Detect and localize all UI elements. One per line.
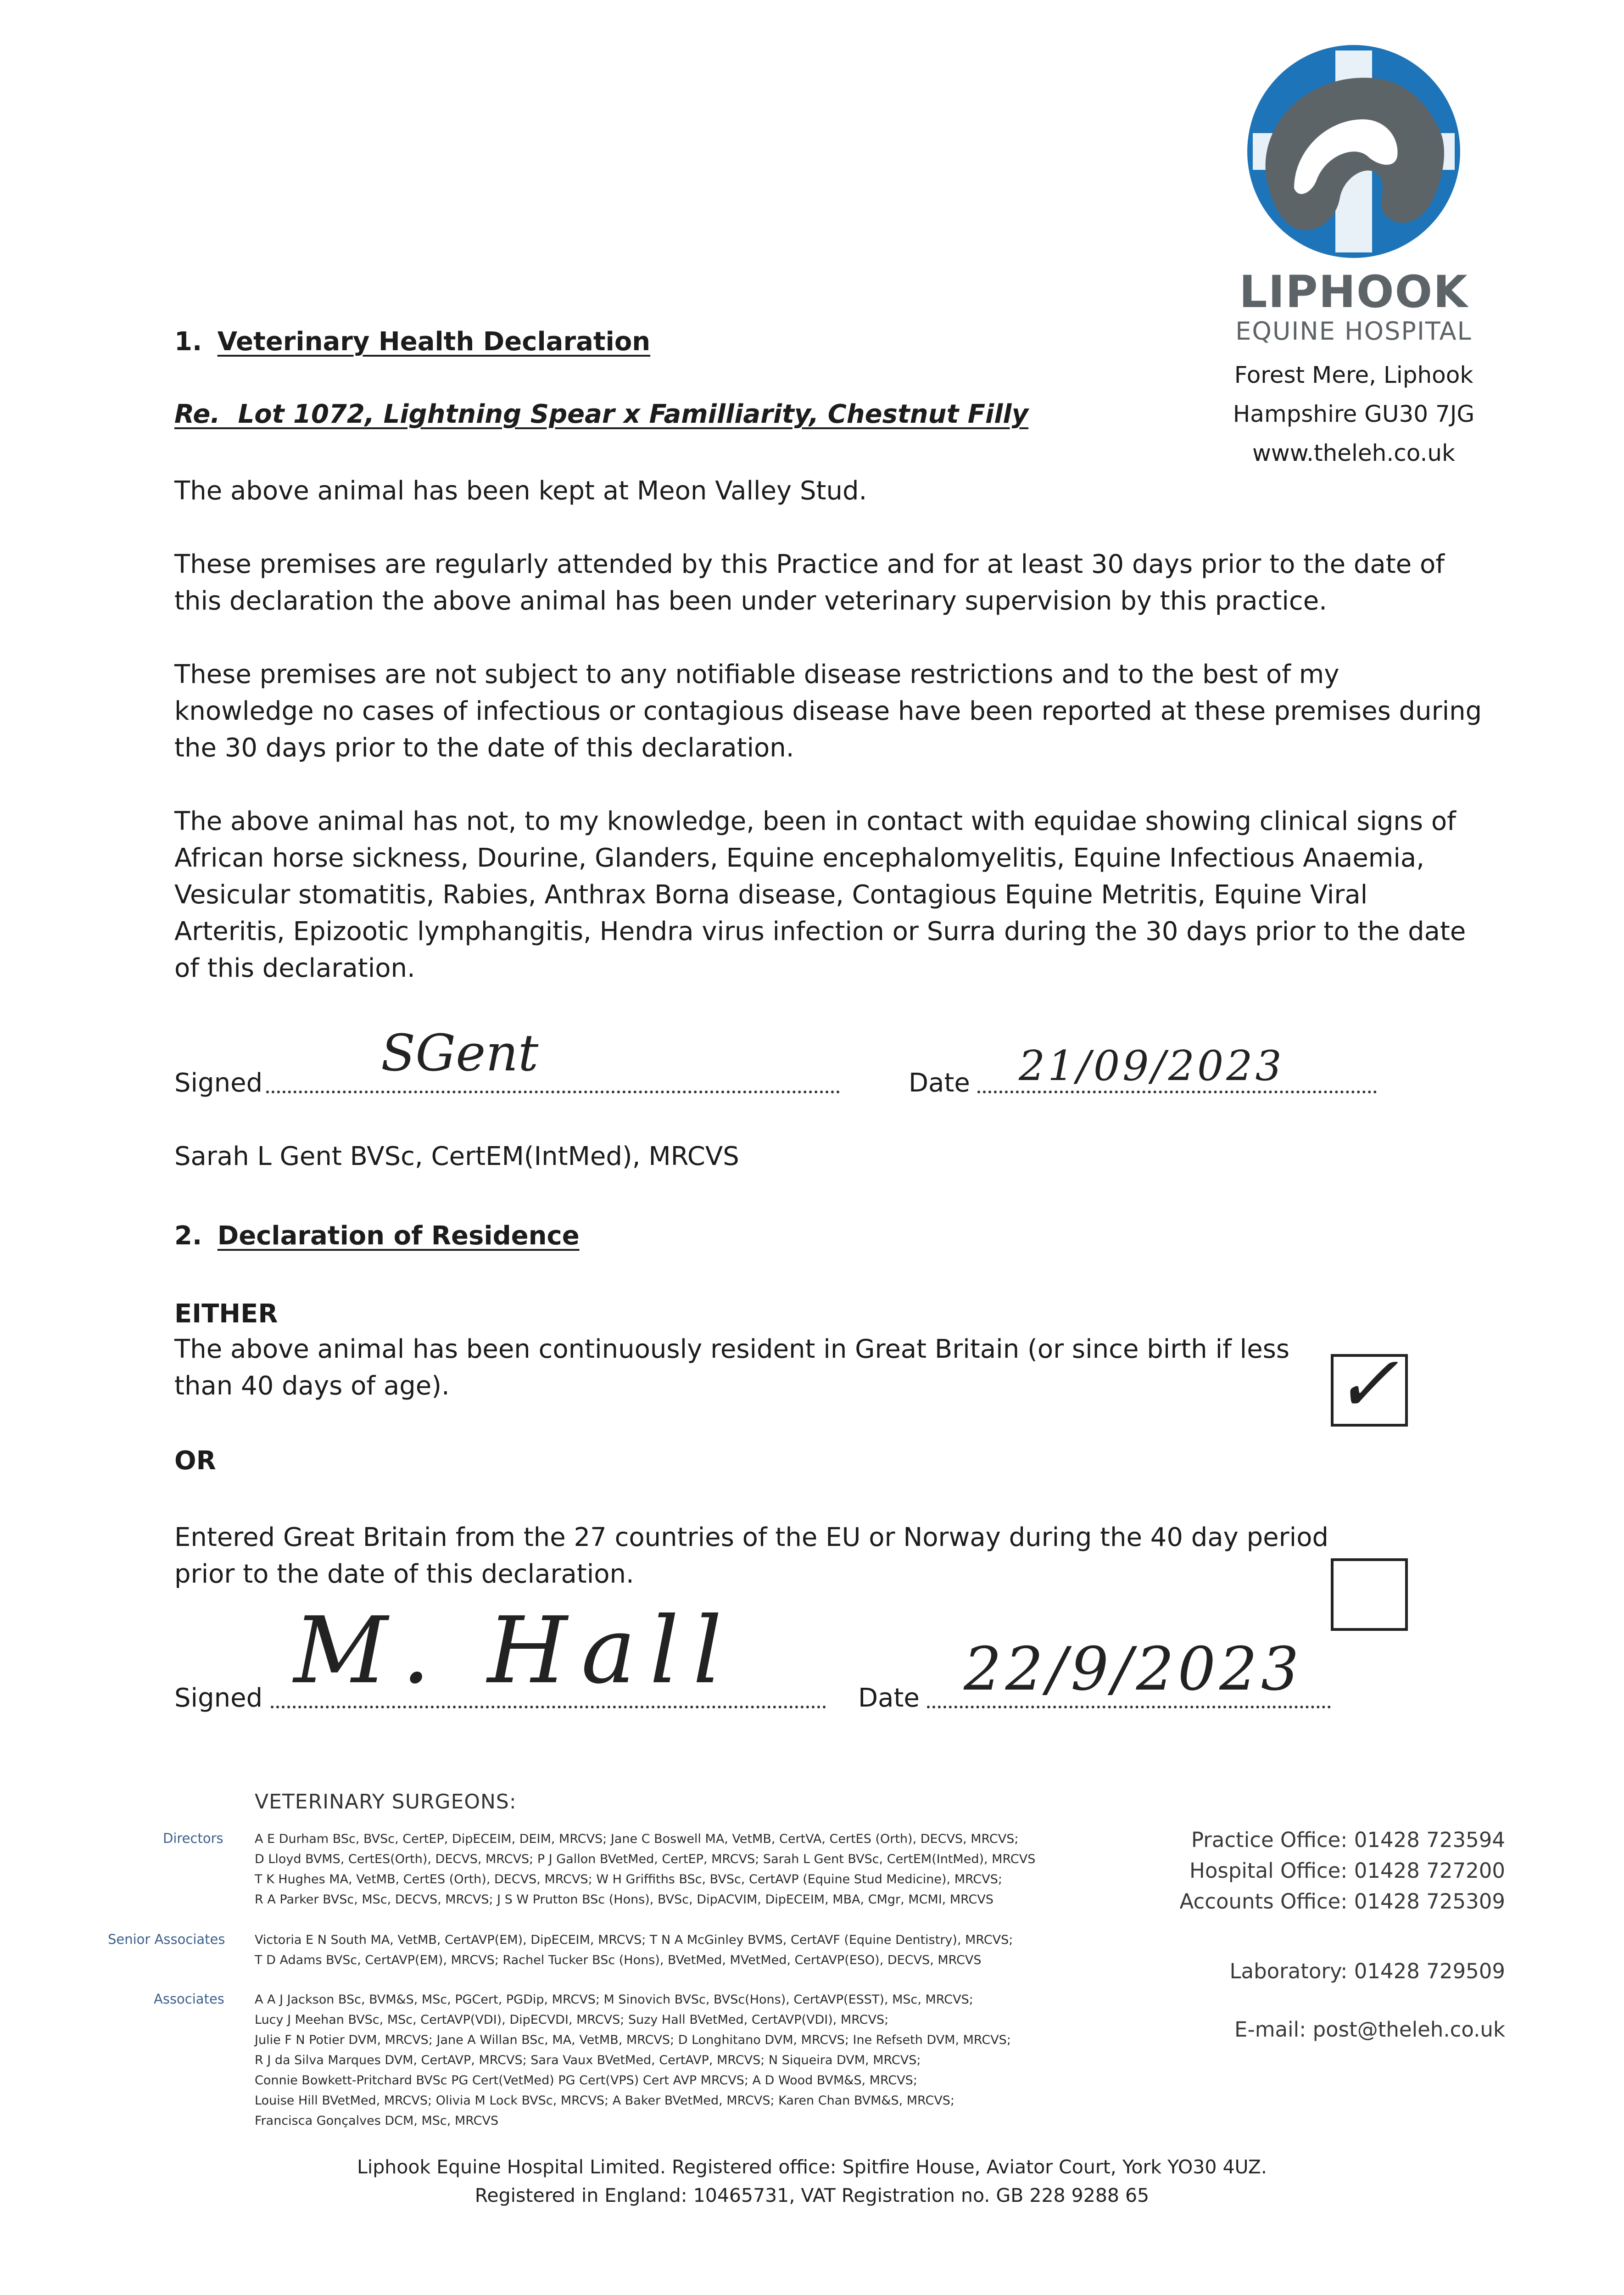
signature-line-2 bbox=[271, 1706, 826, 1708]
hospital-phone: Hospital Office: 01428 727200 bbox=[1189, 1858, 1505, 1883]
company-registration bbox=[0, 2153, 1624, 2210]
section2-number: 2. bbox=[174, 1221, 202, 1251]
logo-name: LIPHOOK bbox=[1239, 266, 1468, 318]
list-item: Julie F N Potier DVM, MRCVS; Jane A Willan BSc, MA, VetMB, MRCVS; D Longhitano DVM, MRCVS; Ine Refseth DVM, MRCVS; bbox=[255, 2033, 1011, 2047]
list-item: A A J Jackson BSc, BVM&S, MSc, PGCert, PGDip, MRCVS; M Sinovich BVSc, BVSc(Hons), CertAVP(ESST), MSc, MRCVS; bbox=[255, 1993, 973, 2007]
list-item: T D Adams BVSc, CertAVP(EM), MRCVS; Rachel Tucker BSc (Hons), BVetMed, MVetMed, CertAVP(ESO), DECVS, MRCVS bbox=[255, 1953, 982, 1967]
kept-at-paragraph: The above animal has been kept at Meon Valley Stud. bbox=[174, 476, 867, 506]
section1-title: Veterinary Health Declaration bbox=[217, 327, 651, 357]
horse-cross-logo-icon bbox=[1239, 41, 1468, 262]
list-item: Connie Bowkett-Pritchard BVSc PG Cert(VetMed) PG Cert(VPS) Cert AVP MRCVS; A D Wood BVM&S, MRCVS; bbox=[255, 2073, 917, 2088]
section2-heading bbox=[174, 1221, 580, 1251]
associates-list bbox=[255, 1990, 1127, 2131]
signatory-name: Sarah L Gent BVSc, CertEM(IntMed), MRCVS bbox=[174, 1142, 739, 1171]
senior-associates-role: Senior Associates bbox=[108, 1931, 225, 1947]
date-line-2 bbox=[927, 1706, 1331, 1708]
entered-checkbox[interactable] bbox=[1331, 1558, 1408, 1631]
premises-paragraph: These premises are not subject to any notifiable disease restrictions and to the best of my knowledge no cases of infectious or contagious disease have been reported at these premises during the 30 days prior to the date of this declaration. bbox=[174, 660, 1482, 763]
section1-number: 1. bbox=[174, 327, 202, 357]
signature-line-1 bbox=[266, 1091, 840, 1093]
senior-associates-list bbox=[255, 1930, 1127, 1970]
diseases-paragraph: The above animal has not, to my knowledge, been in contact with equidae showing clinical signs of African horse sickness, Dourine, Glanders, Equine encephalomyelitis, Equine Infectious Anaemia, Vesicular stomatitis, Rabies, Anthrax Borna disease, Contagious Equine Metritis, Equine Viral Arteritis, Epizootic lymphangitis, Hendra virus infection or Surra during the 30 days prior to the date of this declaration. bbox=[174, 806, 1466, 983]
laboratory-phone: Laboratory: 01428 729509 bbox=[1229, 1959, 1505, 1983]
contact-block bbox=[1138, 1825, 1505, 2045]
list-item: R A Parker BVSc, MSc, DECVS, MRCVS; J S W Prutton BSc (Hons), BVSc, DipACVIM, DipECEIM, MBA, CMgr, MCMI, MRCVS bbox=[255, 1892, 994, 1907]
list-item: Francisca Gonçalves DCM, MSc, MRCVS bbox=[255, 2114, 499, 2128]
resident-option-text: The above animal has been continuously resident in Great Britain (or since birth if less than 40 days of age). bbox=[174, 1334, 1290, 1401]
address-block bbox=[1193, 356, 1514, 473]
registration-numbers: Registered in England: 10465731, VAT Registration no. GB 228 9288 65 bbox=[474, 2184, 1150, 2206]
date-label-2: Date bbox=[858, 1683, 920, 1713]
either-label: EITHER bbox=[174, 1299, 278, 1329]
signed-label-1: Signed bbox=[174, 1068, 263, 1098]
signed-label-2: Signed bbox=[174, 1683, 263, 1713]
logo-subtitle: EQUINE HOSPITAL bbox=[1235, 317, 1472, 346]
list-item: Lucy J Meehan BVSc, MSc, CertAVP(VDI), DipECVDI, MRCVS; Suzy Hall BVetMed, CertAVP(VDI), MRCVS; bbox=[255, 2013, 889, 2027]
vet-signature-2: M. Hall bbox=[294, 1597, 736, 1704]
registered-office: Liphook Equine Hospital Limited. Registered office: Spitfire House, Aviator Court, York YO30 4UZ. bbox=[357, 2156, 1267, 2178]
address-line-2: Hampshire GU30 7JG bbox=[1233, 401, 1475, 427]
date-value-2: 22/9/2023 bbox=[964, 1634, 1303, 1704]
list-item: A E Durham BSc, BVSc, CertEP, DipECEIM, DEIM, MRCVS; Jane C Boswell MA, VetMB, CertVA, CertES (Orth), DECVS, MRCVS; bbox=[255, 1832, 1019, 1846]
date-line-1 bbox=[977, 1091, 1377, 1093]
directors-list bbox=[255, 1829, 1127, 1910]
resident-checkbox[interactable] bbox=[1331, 1339, 1408, 1430]
associates-role: Associates bbox=[154, 1991, 224, 2007]
lot-reference: Re. Lot 1072, Lightning Spear x Familliarity, Chestnut Filly bbox=[174, 399, 1029, 429]
hospital-logo bbox=[1239, 41, 1468, 262]
vet-signature-1: SGent bbox=[381, 1024, 539, 1082]
section2-title: Declaration of Residence bbox=[217, 1221, 580, 1251]
list-item: R J da Silva Marques DVM, CertAVP, MRCVS; Sara Vaux BVetMed, CertAVP, MRCVS; N Siqueira DVM, MRCVS; bbox=[255, 2053, 921, 2067]
list-item: Victoria E N South MA, VetMB, CertAVP(EM), DipECEIM, MRCVS; T N A McGinley BVMS, CertAVF (Equine Dentistry), MRCVS; bbox=[255, 1933, 1013, 1947]
email-address[interactable]: E-mail: post@theleh.co.uk bbox=[1234, 2017, 1505, 2042]
date-label-1: Date bbox=[909, 1068, 970, 1098]
supervision-paragraph: These premises are regularly attended by this Practice and for at least 30 days prior to the date of this declaration the above animal has been under veterinary supervision by this practice. bbox=[174, 549, 1445, 616]
list-item: Louise Hill BVetMed, MRCVS; Olivia M Lock BVSc, MRCVS; A Baker BVetMed, MRCVS; Karen Chan BVM&S, MRCVS; bbox=[255, 2093, 955, 2108]
date-value-1: 21/09/2023 bbox=[1019, 1042, 1284, 1090]
directors-role: Directors bbox=[163, 1830, 223, 1846]
address-line-1: Forest Mere, Liphook bbox=[1234, 362, 1473, 388]
or-label: OR bbox=[174, 1446, 216, 1476]
vets-heading: VETERINARY SURGEONS: bbox=[255, 1790, 517, 1814]
list-item: T K Hughes MA, VetMB, CertES (Orth), DECVS, MRCVS; W H Griffiths BSc, BVSc, CertAVP (Equine Stud Medicine), MRCVS; bbox=[255, 1872, 1002, 1886]
accounts-phone: Accounts Office: 01428 725309 bbox=[1179, 1889, 1505, 1914]
practice-phone: Practice Office: 01428 723594 bbox=[1191, 1828, 1505, 1852]
check-mark-icon: ✓ bbox=[1334, 1339, 1399, 1430]
list-item: D Lloyd BVMS, CertES(Orth), DECVS, MRCVS; P J Gallon BVetMed, CertEP, MRCVS; Sarah L Gent BVSc, CertEM(IntMed), MRCVS bbox=[255, 1852, 1036, 1866]
entered-option-text: Entered Great Britain from the 27 countries of the EU or Norway during the 40 day period prior to the date of this declaration. bbox=[174, 1523, 1328, 1589]
website-link[interactable]: www.theleh.co.uk bbox=[1252, 440, 1456, 466]
section1-heading bbox=[174, 327, 650, 357]
